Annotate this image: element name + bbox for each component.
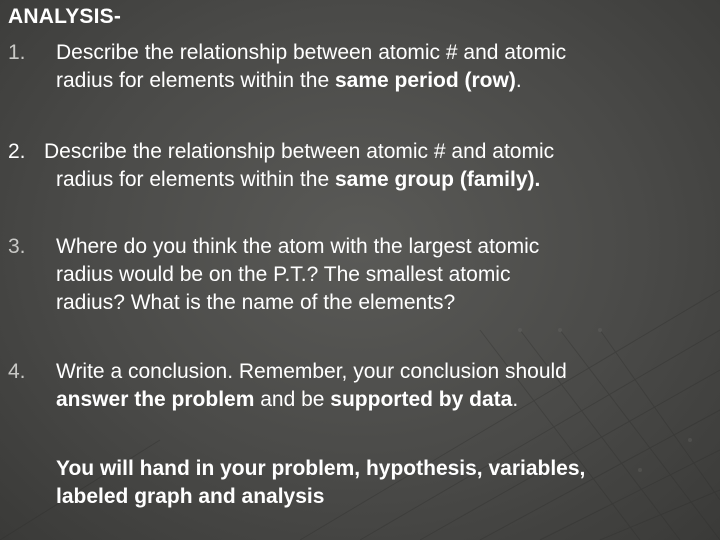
punctuation: . [515,69,522,92]
question-number: 3. [8,235,26,258]
question-line: Write a conclusion. Remember, your conclusion should [56,360,567,383]
question-text [44,138,704,166]
emphasis-text: supported by data [330,388,513,411]
question-text [56,233,706,317]
slide-title: ANALYSIS- [8,5,122,28]
question-number: 4. [8,360,26,383]
emphasis-text: answer the problem [56,388,255,411]
analysis-question-4 [8,358,718,418]
analysis-question-3 [8,233,708,323]
note-line: labeled graph and analysis [56,485,325,508]
question-text [56,358,716,414]
question-number: 1. [8,41,26,64]
question-text [56,39,706,95]
analysis-question-2 [8,138,708,198]
question-line: Describe the relationship between atomic # and atomic [56,41,567,64]
emphasis-text: same period (row) [334,69,516,92]
punctuation: . [512,388,519,411]
question-line: radius? What is the name of the elements? [56,291,456,314]
question-line: radius for elements within the [56,168,335,191]
note-line: You will hand in your problem, hypothesis, variables, [56,457,586,480]
question-line: Where do you think the atom with the largest atomic [56,235,540,258]
submission-note [56,455,720,515]
question-number: 2. [8,140,26,163]
question-line: radius for elements within the [56,69,335,92]
analysis-question-1 [8,39,708,99]
question-line: and be [254,388,331,411]
emphasis-text: same group (family). [334,168,541,191]
question-text-continued [56,166,706,194]
question-line: Describe the relationship between atomic # and atomic [44,140,555,163]
question-line: radius would be on the P.T.? The smallest atomic [56,263,511,286]
